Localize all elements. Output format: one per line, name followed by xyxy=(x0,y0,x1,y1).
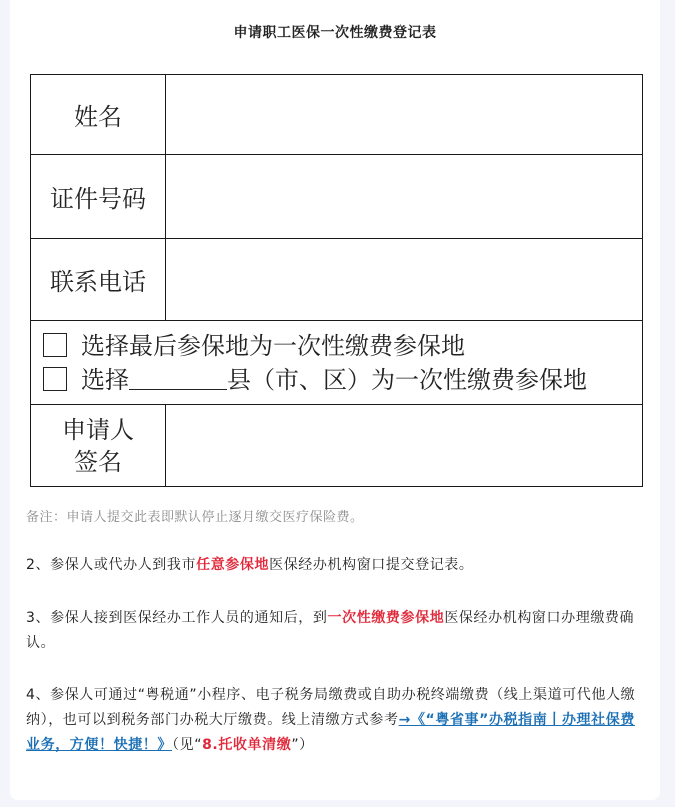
step-2-paragraph xyxy=(26,553,644,578)
form-note: 备注：申请人提交此表即默认停止逐月缴交医疗保险费。 xyxy=(26,510,364,525)
options-cell xyxy=(31,321,643,405)
form-row-signature xyxy=(31,405,643,487)
registration-form-table xyxy=(30,74,643,487)
step-4-paragraph xyxy=(26,683,644,758)
checkbox-icon xyxy=(43,333,67,357)
step-2-text-end: 医保经办机构窗口提交登记表。 xyxy=(269,557,474,573)
step-2-text: 2、参保人或代办人到我市 xyxy=(26,557,197,573)
step-4-text: 4、参保人可通过“粤税通”小程序、电子税务局缴费或自助办税终端缴费（线上渠道可代他人缴纳），也可以到税务部门办税大厅缴费。线上清缴方式参考 xyxy=(26,687,636,728)
step-3-highlight: 一次性缴费参保地 xyxy=(327,610,445,626)
option-last-insured-place xyxy=(43,329,642,363)
county-blank-line xyxy=(129,367,227,390)
step-3-paragraph xyxy=(26,606,644,656)
phone-field xyxy=(166,239,643,321)
step-4-text-end: ”） xyxy=(291,737,314,753)
guide-link[interactable]: →《“粤省事”办税指南丨办理社保费业务，方便！快捷！》 xyxy=(26,712,635,753)
signature-label-line2: 签名 xyxy=(74,447,122,476)
name-label: 姓名 xyxy=(31,75,166,155)
option2-suffix: 县（市、区）为一次性缴费参保地 xyxy=(227,365,587,394)
step-4-highlight: 8.托收单清缴 xyxy=(202,737,292,753)
form-title: 申请职工医保一次性缴费登记表 xyxy=(233,25,437,41)
signature-field xyxy=(166,405,643,487)
id-number-label: 证件号码 xyxy=(31,155,166,239)
form-row-name xyxy=(31,75,643,155)
phone-label: 联系电话 xyxy=(31,239,166,321)
step-3-text-end: 医保经办机构窗口办理缴费确认。 xyxy=(26,610,635,651)
id-number-field xyxy=(166,155,643,239)
step-2-highlight: 任意参保地 xyxy=(196,557,270,573)
form-row-phone xyxy=(31,239,643,321)
step-4-text-mid: （见“ xyxy=(172,737,203,753)
step-3-text: 3、参保人接到医保经办工作人员的通知后，到 xyxy=(26,610,328,626)
option1-text: 选择最后参保地为一次性缴费参保地 xyxy=(81,331,465,360)
checkbox-icon xyxy=(43,367,67,391)
option2-prefix: 选择 xyxy=(81,365,129,394)
signature-label-line1: 申请人 xyxy=(62,415,134,444)
option-selected-county xyxy=(43,363,642,397)
form-row-id xyxy=(31,155,643,239)
signature-label xyxy=(31,405,166,487)
form-row-options xyxy=(31,321,643,405)
name-field xyxy=(166,75,643,155)
